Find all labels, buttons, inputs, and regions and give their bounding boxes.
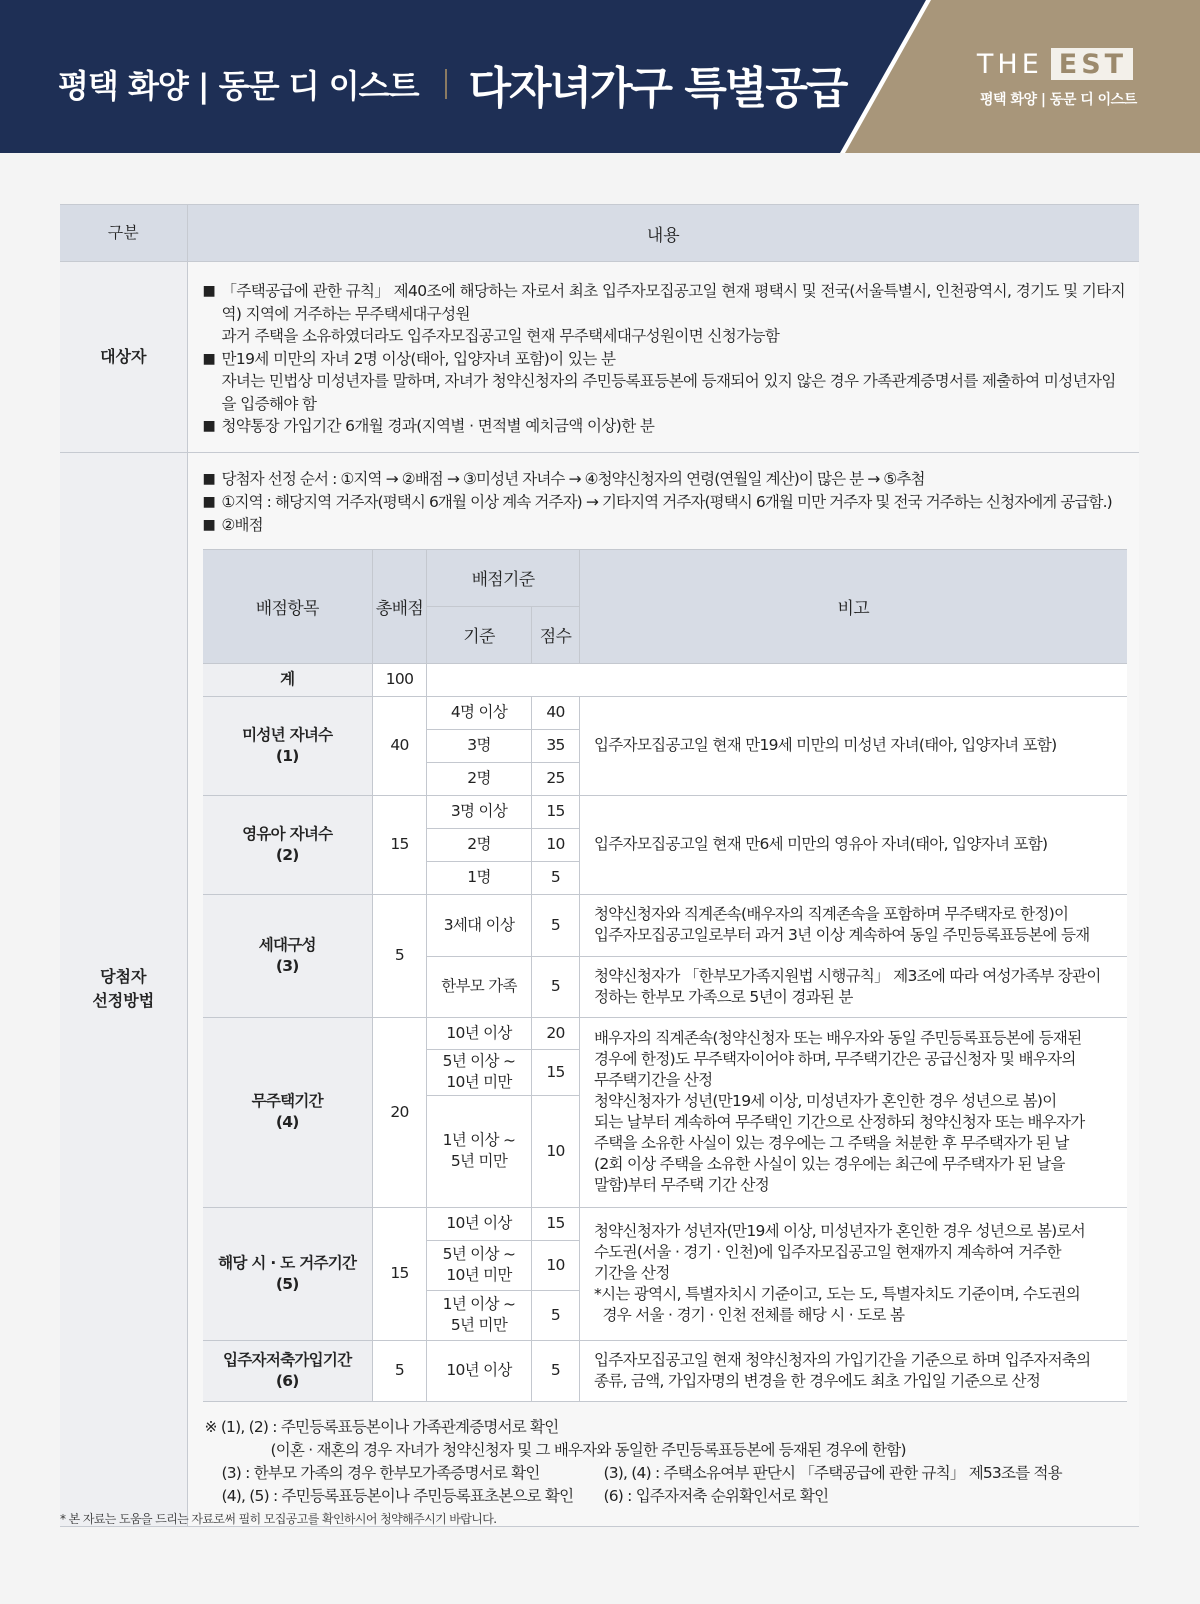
basis-line: 10년 미만	[446, 1073, 512, 1091]
page-title: 다자녀가구 특별공급	[468, 63, 847, 114]
logo-est: EST	[1051, 48, 1133, 80]
remark-line: 정하는 한부모 가족으로 5년이 경과된 분	[594, 987, 853, 1006]
footnote-text: (6) : 입주자저축 순위확인서로 확인	[603, 1486, 829, 1505]
sum-label: 계	[203, 663, 373, 696]
item-number: (3)	[275, 956, 299, 975]
footnote-text: (4), (5) : 주민등록표등본이나 주민등록표초본으로 확인	[221, 1486, 574, 1505]
item-number: (5)	[275, 1274, 299, 1293]
points-cell: 10	[532, 1095, 580, 1207]
points-cell: 25	[532, 762, 580, 795]
points-cell: 10	[532, 828, 580, 861]
header-total: 총배점	[373, 549, 427, 663]
remark-line: 되는 날부터 계속하여 무주택인 기간으로 산정하되 청약신청자 또는 배우자가	[594, 1113, 1085, 1131]
target-bullets	[188, 262, 1140, 452]
remark-line: 무주택기간을 산정	[594, 1071, 713, 1089]
basis-line: 5년 미만	[450, 1316, 508, 1334]
list-item: ■ 당첨자 선정 순서 : ①지역 → ②배점 → ③미성년 자녀수 → ④청약신청자의 연령(연월일 계산)이 많은 분 → ⑤추첨	[203, 468, 1130, 491]
score-total: 20	[373, 1017, 427, 1207]
table-row	[203, 795, 1127, 828]
target-content	[187, 262, 1139, 453]
remark-line: (2회 이상 주택을 소유한 사실이 있는 경우에는 최근에 무주택자가 된 날을	[594, 1155, 1065, 1173]
header-remark: 비고	[580, 549, 1127, 663]
item-name: 무주택기간	[251, 1092, 323, 1110]
remark-line: *시는 광역시, 특별자치시 기준이고, 도는 도, 특별자치도 기준이며, 수도권의	[594, 1285, 1080, 1303]
basis-line: 5년 이상 ~	[442, 1052, 516, 1070]
remark-line: 입주자모집공고일 현재 만19세 미만의 미성년 자녀(태아, 입양자녀 포함)	[594, 736, 1057, 754]
disclaimer: * 본 자료는 도움을 드리는 자료로써 필히 모집공고를 확인하시어 청약해주시기 바랍니다.	[60, 1512, 497, 1526]
basis-cell: 한부모 가족	[427, 956, 532, 1017]
footnote-line	[205, 1462, 1140, 1485]
points-cell: 5	[532, 1340, 580, 1401]
supply-info-table	[60, 204, 1139, 1527]
remark-cell	[580, 1340, 1127, 1401]
basis-line: 10년 이상	[446, 1214, 512, 1232]
score-table	[203, 549, 1127, 1402]
remark-line: 종류, 금액, 가입자명의 변경을 한 경우에도 최초 가입일 기준으로 산정	[594, 1371, 1041, 1390]
list-item: ■ ①지역 : 해당지역 거주자(평택시 6개월 이상 계속 거주자) → 기타지역 거주자(평택시 6개월 미만 거주자 및 전국 거주하는 신청자에게 공급함.)	[203, 491, 1130, 514]
score-total: 5	[373, 894, 427, 1017]
remark-line: 청약신청자가 성년(만19세 이상, 미성년자가 혼인한 경우 성년으로 봄)이	[594, 1092, 1057, 1110]
table-row	[203, 1340, 1127, 1401]
item-name: 해당 시 · 도 거주기간	[218, 1253, 357, 1272]
sum-row	[203, 663, 1127, 696]
item-number: (6)	[275, 1371, 299, 1390]
item-name: 입주자저축가입기간	[223, 1350, 352, 1369]
header-title	[58, 52, 846, 116]
basis-cell: 3세대 이상	[427, 894, 532, 956]
remark-line: 수도권(서울 · 경기 · 인천)에 입주자모집공고일 현재까지 계속하여 거주한	[594, 1243, 1061, 1261]
score-item	[203, 795, 373, 894]
remark-line: 주택을 소유한 사실이 있는 경우에는 그 주택을 처분한 후 무주택자가 된 날	[594, 1134, 1069, 1152]
header-item: 배점항목	[203, 549, 373, 663]
score-total: 40	[373, 696, 427, 795]
remark-line: 입주자모집공고일 현재 청약신청자의 가입기간을 기준으로 하며 입주자저축의	[594, 1350, 1091, 1369]
list-item: ■ ②배점	[203, 514, 1130, 537]
score-item	[203, 1207, 373, 1340]
score-item	[203, 696, 373, 795]
bullet-subtext: 자녀는 민법상 미성년자를 말하며, 자녀가 청약신청자의 주민등록표등본에 등재되어 있지 않은 경우 가족관계증명서를 제출하여 미성년자임을 입증해야 함	[221, 372, 1116, 413]
score-item	[203, 894, 373, 1017]
table-row	[203, 696, 1127, 729]
header-points: 점수	[532, 606, 580, 663]
basis-line: 5년 미만	[450, 1152, 508, 1170]
selection-label-line: 당첨자	[100, 967, 147, 986]
score-header-row	[203, 549, 1127, 606]
footnote-text: (3), (4) : 주택소유여부 판단시 「주택공급에 관한 규칙」 제53조를 적용	[603, 1463, 1062, 1482]
score-item	[203, 1017, 373, 1207]
remark-line: 기간을 산정	[594, 1264, 670, 1282]
footnote-line: ※ (1), (2) : 주민등록표등본이나 가족관계증명서로 확인	[204, 1417, 559, 1436]
footnotes	[188, 1402, 1140, 1526]
points-cell: 15	[532, 1207, 580, 1240]
header-category: 구분	[60, 205, 187, 262]
remark-cell	[580, 795, 1127, 894]
score-item	[203, 1340, 373, 1401]
selection-bullets	[188, 453, 1140, 537]
score-total: 15	[373, 795, 427, 894]
points-cell: 5	[532, 894, 580, 956]
selection-row	[60, 452, 1139, 1526]
table-row	[203, 894, 1127, 956]
table-row	[203, 1207, 1127, 1240]
remark-cell	[580, 956, 1127, 1017]
basis-cell	[427, 1207, 532, 1240]
page-header	[0, 0, 1200, 153]
points-cell: 5	[532, 956, 580, 1017]
list-item	[203, 348, 1128, 416]
basis-line: 10년 미만	[446, 1266, 512, 1284]
item-name: 미성년 자녀수	[242, 725, 333, 744]
bullet-text: ■ 만19세 미만의 자녀 2명 이상(태아, 입양자녀 포함)이 있는 분	[221, 349, 616, 368]
remark-line: 청약신청자가 성년자(만19세 이상, 미성년자가 혼인한 경우 성년으로 봄)로서	[594, 1222, 1086, 1240]
table-header-row	[60, 205, 1139, 262]
selection-label-line: 선정방법	[92, 991, 155, 1010]
points-cell: 35	[532, 729, 580, 762]
remark-cell	[580, 1207, 1127, 1340]
points-cell: 40	[532, 696, 580, 729]
basis-cell: 4명 이상	[427, 696, 532, 729]
points-cell: 15	[532, 1049, 580, 1095]
remark-line: 입주자모집공고일 현재 만6세 미만의 영유아 자녀(태아, 입양자녀 포함)	[594, 835, 1048, 853]
remark-line: 경우 서울 · 경기 · 인천 전체를 해당 시 · 도로 봄	[594, 1306, 905, 1324]
header-basis: 기준	[427, 606, 532, 663]
sum-total: 100	[373, 663, 427, 696]
remark-line: 청약신청자가 「한부모가족지원법 시행규칙」 제3조에 따라 여성가족부 장관이	[594, 966, 1101, 985]
table-row	[203, 1017, 1127, 1049]
item-name: 영유아 자녀수	[242, 824, 333, 843]
basis-cell: 3명 이상	[427, 795, 532, 828]
logo-subtitle: 평택 화양 | 동문 디 이스트	[980, 92, 1137, 108]
brand-logo	[976, 48, 1137, 109]
points-cell: 5	[532, 1290, 580, 1340]
remark-cell	[580, 1017, 1127, 1207]
logo-the: THE	[976, 48, 1043, 80]
footnote-line: (이혼 · 재혼의 경우 자녀가 청약신청자 및 그 배우자와 동일한 주민등록표등본에 등재된 경우에 한함)	[270, 1440, 906, 1459]
points-cell: 15	[532, 795, 580, 828]
basis-line: 10년 이상	[446, 1023, 512, 1042]
header-content: 내용	[187, 205, 1139, 262]
title-divider	[445, 69, 447, 99]
score-total: 5	[373, 1340, 427, 1401]
basis-line: 1년 이상 ~	[442, 1131, 516, 1149]
footnote-line	[205, 1485, 1140, 1508]
list-item	[203, 415, 1128, 438]
remark-cell	[580, 894, 1127, 956]
basis-cell: 3명	[427, 729, 532, 762]
basis-cell: 2명	[427, 762, 532, 795]
selection-content	[187, 452, 1139, 1526]
points-cell: 5	[532, 861, 580, 894]
basis-cell	[427, 1049, 532, 1095]
site-name: 평택 화양 | 동문 디 이스트	[58, 67, 419, 105]
basis-cell	[427, 1095, 532, 1207]
header-criteria: 배점기준	[427, 549, 580, 606]
remark-line: 배우자의 직계존속(청약신청자 또는 배우자와 동일 주민등록표등본에 등재된	[594, 1029, 1082, 1047]
basis-line: 5년 이상 ~	[442, 1245, 516, 1263]
footnote-text: (3) : 한부모 가족의 경우 한부모가족증명서로 확인	[221, 1463, 540, 1482]
basis-cell: 10년 이상	[427, 1340, 532, 1401]
score-total: 15	[373, 1207, 427, 1340]
target-row	[60, 262, 1139, 453]
sum-empty	[427, 663, 1127, 696]
item-number: (1)	[275, 746, 299, 765]
basis-cell	[427, 1017, 532, 1049]
item-number: (4)	[275, 1113, 299, 1131]
remark-line: 말함)부터 무주택 기간 산정	[594, 1176, 770, 1194]
target-label: 대상자	[60, 262, 187, 453]
remark-line: 입주자모집공고일로부터 과거 3년 이상 계속하여 동일 주민등록표등본에 등재	[594, 926, 1090, 944]
remark-line: 경우에 한정)도 무주택자이어야 하며, 무주택기간은 공급신청자 및 배우자의	[594, 1050, 1076, 1068]
points-cell: 10	[532, 1240, 580, 1290]
basis-cell: 2명	[427, 828, 532, 861]
bullet-text: ■ 「주택공급에 관한 규칙」 제40조에 해당하는 자로서 최초 입주자모집공고일 현재 평택시 및 전국(서울특별시, 인천광역시, 경기도 및 기타지역) 지역에 거주하는 무주택세대구성원	[221, 282, 1125, 323]
basis-cell	[427, 1240, 532, 1290]
bullet-subtext: 과거 주택을 소유하였더라도 입주자모집공고일 현재 무주택세대구성원이면 신청가능함	[221, 327, 780, 345]
selection-label	[60, 452, 187, 1526]
list-item	[203, 280, 1128, 348]
basis-cell	[427, 1290, 532, 1340]
basis-line: 1년 이상 ~	[442, 1295, 516, 1313]
item-name: 세대구성	[258, 935, 316, 954]
basis-cell: 1명	[427, 861, 532, 894]
bullet-text: ■ 청약통장 가입기간 6개월 경과(지역별 · 면적별 예치금액 이상)한 분	[221, 417, 655, 435]
remark-line: 청약신청자와 직계존속(배우자의 직계존속을 포함하며 무주택자로 한정)이	[594, 905, 1069, 923]
remark-cell	[580, 696, 1127, 795]
points-cell: 20	[532, 1017, 580, 1049]
item-number: (2)	[275, 845, 299, 864]
